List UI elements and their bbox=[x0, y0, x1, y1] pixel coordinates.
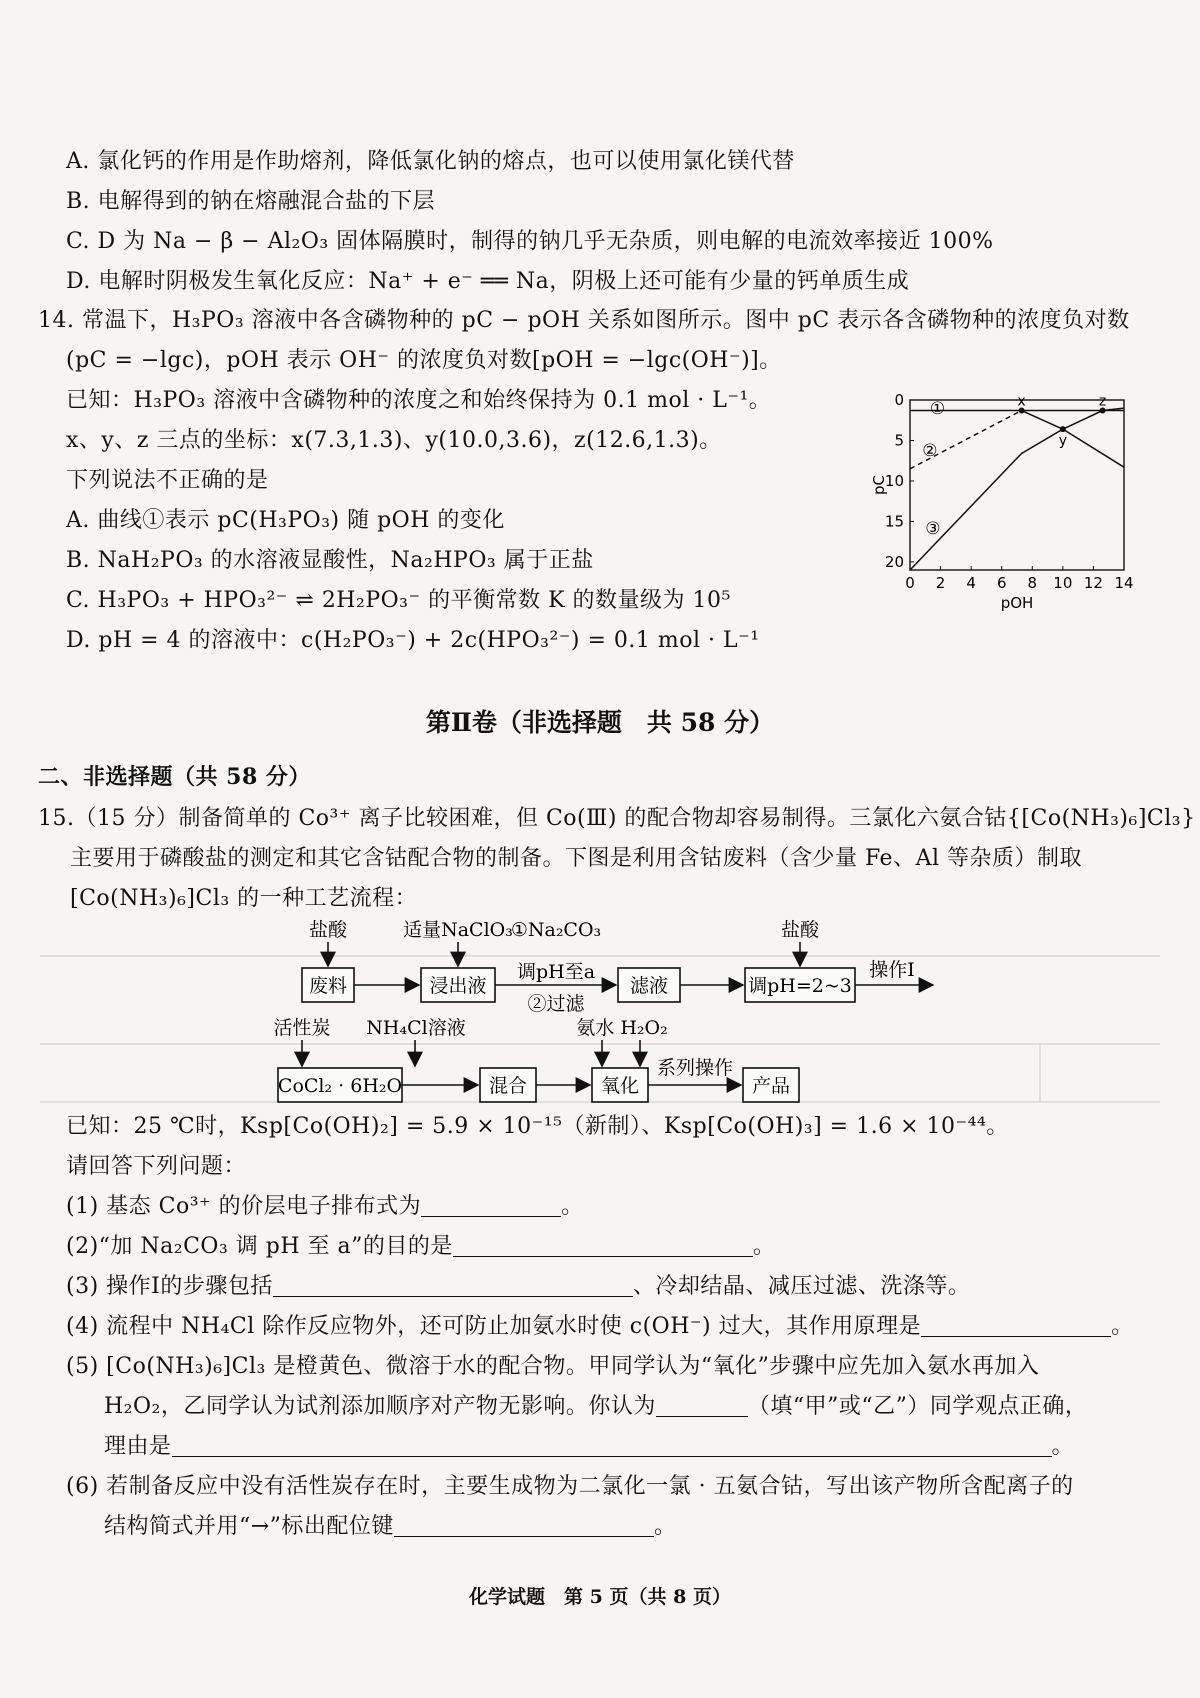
q15-sub6-line2 bbox=[104, 1512, 676, 1542]
q15-stem-line3: [Co(NH₃)₆]Cl₃ 的一种工艺流程： bbox=[70, 886, 418, 911]
period: 。 bbox=[1111, 1314, 1134, 1339]
q15-stem-line2: 主要用于磷酸盐的测定和其它含钴配合物的制备。下图是利用含钴废料（含少量 Fe、Al 等杂质）制取 bbox=[70, 846, 1082, 871]
reagent-ammonia-h2o2: 氨水 H₂O₂ bbox=[576, 1017, 668, 1039]
q15-sub4 bbox=[66, 1312, 1134, 1342]
q14-option-c: C. H₃PO₃ + HPO₃²⁻ ⇌ 2H₂PO₃⁻ 的平衡常数 K 的数量级为 10⁵ bbox=[66, 588, 731, 613]
plot-frame bbox=[910, 400, 1124, 570]
q15-sub1-text: (1) 基态 Co³⁺ 的价层电子排布式为 bbox=[66, 1194, 422, 1219]
q15-sub5-line1: (5) [Co(NH₃)₆]Cl₃ 是橙黄色、微溶于水的配合物。甲同学认为“氧化”步骤中应先加入氨水再加入 bbox=[66, 1354, 1040, 1379]
q14-stem-line2: (pC = −lgc)，pOH 表示 OH⁻ 的浓度负对数[pOH = −lgc(OH⁻)]。 bbox=[66, 348, 782, 373]
q15-sub5-line2 bbox=[104, 1392, 1087, 1422]
q15-prompt: 请回答下列问题： bbox=[66, 1154, 247, 1179]
reagent-naclo3: 适量NaClO₃ bbox=[403, 919, 513, 941]
answer-blank-4[interactable] bbox=[921, 1314, 1111, 1337]
x-axis-label: pOH bbox=[1000, 594, 1034, 612]
q13-option-c: C. D 为 Na − β − Al₂O₃ 固体隔膜时，制得的钠几乎无杂质，则电解的电流效率接近 100% bbox=[66, 229, 994, 254]
q15-sub6-text: 结构简式并用“→”标出配位键 bbox=[104, 1514, 394, 1539]
q15-sub3-tail: 、冷却结晶、减压过滤、洗涤等。 bbox=[632, 1274, 971, 1299]
answer-blank-5b[interactable] bbox=[172, 1434, 1052, 1457]
x-tick-label: 2 bbox=[935, 574, 946, 592]
answer-blank-3[interactable] bbox=[273, 1274, 633, 1297]
reagent-activated-carbon: 活性炭 bbox=[273, 1017, 331, 1039]
reagent-nh4cl: NH₄Cl溶液 bbox=[366, 1017, 466, 1039]
q15-sub2-text: (2)“加 Na₂CO₃ 调 pH 至 a”的目的是 bbox=[66, 1234, 453, 1259]
x-tick-label: 0 bbox=[905, 574, 915, 592]
q15-sub3 bbox=[66, 1272, 970, 1302]
answer-blank-6[interactable] bbox=[394, 1514, 654, 1537]
point-label-z: z bbox=[1098, 393, 1107, 410]
x-tick-label: 12 bbox=[1083, 574, 1103, 592]
q14-question: 下列说法不正确的是 bbox=[66, 468, 269, 493]
answer-blank-1[interactable] bbox=[421, 1194, 561, 1217]
reagent-adjust-ph-a: 调pH至a bbox=[516, 961, 596, 983]
series-3-label: ③ bbox=[925, 518, 941, 539]
q14-option-a: A. 曲线①表示 pC(H₃PO₃) 随 pOH 的变化 bbox=[66, 508, 505, 533]
point-y bbox=[1060, 426, 1066, 432]
y-tick-label: 5 bbox=[894, 431, 904, 450]
q15-sub6-line1: (6) 若制备反应中没有活性炭存在时，主要生成物为二氯化一氯 · 五氨合钴，写出该产物所含配离子的 bbox=[66, 1474, 1074, 1499]
q15-sub2 bbox=[66, 1232, 775, 1262]
section-heading: 二、非选择题（共 58 分） bbox=[38, 764, 311, 790]
y-tick-label: 10 bbox=[884, 471, 904, 490]
q15-sub1 bbox=[66, 1192, 584, 1222]
box-cocl2-label: CoCl₂ · 6H₂O bbox=[277, 1075, 403, 1097]
x-tick-label: 6 bbox=[996, 574, 1007, 592]
box-mix-label: 混合 bbox=[488, 1075, 528, 1097]
y-axis-label: pC bbox=[870, 475, 888, 495]
q15-sub5-line3 bbox=[104, 1432, 1074, 1462]
box-filtrate-label: 滤液 bbox=[629, 975, 669, 997]
q14-coords: x、y、z 三点的坐标：x(7.3,1.3)、y(10.0,3.6)，z(12.6,1.3)。 bbox=[66, 428, 722, 453]
x-tick-label: 14 bbox=[1114, 574, 1134, 592]
box-adjust-ph-label: 调pH=2~3 bbox=[748, 975, 852, 997]
pc-poh-chart bbox=[870, 390, 1170, 670]
point-label-y: y bbox=[1058, 433, 1068, 450]
x-tick-label: 4 bbox=[966, 574, 976, 592]
reagent-hcl-1: 盐酸 bbox=[308, 919, 348, 941]
x-tick-label: 8 bbox=[1027, 574, 1038, 592]
q14-stem-line1: 14. 常温下，H₃PO₃ 溶液中各含磷物种的 pC − pOH 关系如图所示。图中 pC 表示各含磷物种的浓度负对数 bbox=[38, 308, 1130, 333]
q15-sub5-text: H₂O₂，乙同学认为试剂添加顺序对产物无影响。你认为 bbox=[104, 1394, 656, 1419]
y-tick-label: 0 bbox=[894, 391, 904, 409]
period: 。 bbox=[653, 1514, 677, 1539]
q13-option-d: D. 电解时阴极发生氧化反应：Na⁺ + e⁻ ══ Na，阴极上还可能有少量的钙单质生成 bbox=[66, 269, 910, 294]
q14-option-d: D. pH = 4 的溶液中：c(H₂PO₃⁻) + 2c(HPO₃²⁻) = 0.1 mol · L⁻¹ bbox=[66, 628, 760, 653]
q15-sub5-tail: （填“甲”或“乙”）同学观点正确， bbox=[747, 1394, 1088, 1419]
y-tick-label: 20 bbox=[884, 552, 904, 571]
answer-blank-5a[interactable] bbox=[656, 1394, 748, 1417]
page-footer: 化学试题 第 5 页（共 8 页） bbox=[469, 1586, 731, 1608]
q13-option-a: A. 氯化钙的作用是作助熔剂，降低氯化钠的熔点，也可以使用氯化镁代替 bbox=[66, 149, 795, 174]
reagent-filter: ②过滤 bbox=[527, 993, 585, 1015]
box-product-label: 产品 bbox=[751, 1075, 791, 1097]
q15-sub5-reason: 理由是 bbox=[104, 1434, 172, 1459]
series-2-label: ② bbox=[922, 441, 938, 462]
box-waste-label: 废料 bbox=[308, 975, 348, 997]
reagent-na2co3: ①Na₂CO₃ bbox=[510, 919, 602, 941]
point-label-x: x bbox=[1017, 393, 1026, 410]
period: 。 bbox=[561, 1194, 584, 1219]
reagent-hcl-2: 盐酸 bbox=[780, 919, 820, 941]
q15-sub4-text: (4) 流程中 NH₄Cl 除作反应物外，还可防止加氨水时使 c(OH⁻) 过大，其作用原理是 bbox=[66, 1314, 922, 1339]
section-title: 第Ⅱ卷（非选择题 共 58 分） bbox=[425, 708, 775, 737]
answer-blank-2[interactable] bbox=[453, 1234, 753, 1257]
q15-sub3-text: (3) 操作Ⅰ的步骤包括 bbox=[66, 1274, 273, 1299]
box-leach-label: 浸出液 bbox=[429, 975, 487, 997]
operation-1-label: 操作Ⅰ bbox=[869, 959, 915, 981]
series-3-line bbox=[910, 429, 1124, 570]
q15-known: 已知：25 ℃时，Ksp[Co(OH)₂] = 5.9 × 10⁻¹⁵（新制）、Ksp[Co(OH)₃] = 1.6 × 10⁻⁴⁴。 bbox=[66, 1114, 1009, 1139]
series-operations-label: 系列操作 bbox=[656, 1057, 734, 1079]
q14-known: 已知：H₃PO₃ 溶液中含磷物种的浓度之和始终保持为 0.1 mol · L⁻¹。 bbox=[66, 388, 772, 413]
q13-option-b: B. 电解得到的钠在熔融混合盐的下层 bbox=[66, 189, 436, 214]
period: 。 bbox=[752, 1234, 776, 1259]
series-1-label: ① bbox=[929, 399, 946, 420]
period: 。 bbox=[1051, 1434, 1075, 1459]
x-tick-label: 10 bbox=[1053, 574, 1073, 592]
box-oxidize-label: 氧化 bbox=[600, 1075, 640, 1097]
q14-option-b: B. NaH₂PO₃ 的水溶液显酸性，Na₂HPO₃ 属于正盐 bbox=[66, 548, 594, 573]
y-tick-label: 15 bbox=[884, 512, 904, 531]
q15-stem-line1: 15.（15 分）制备简单的 Co³⁺ 离子比较困难，但 Co(Ⅲ) 的配合物却容易制得。三氯化六氨合钴{[Co(NH₃)₆]Cl₃} bbox=[38, 806, 1196, 831]
